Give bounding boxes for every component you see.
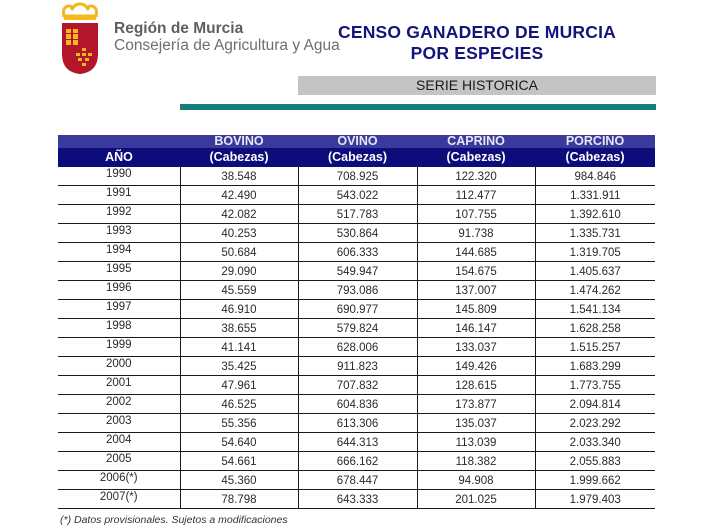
org-name: Región de Murcia [114,20,244,37]
year-cell: 2007(*) [58,490,180,509]
caprino-cell: 135.037 [417,414,535,433]
year-cell: 1991 [58,186,180,205]
porcino-cell: 2.094.814 [535,395,655,414]
table-row [58,395,655,414]
bovino-cell: 50.684 [180,243,298,262]
bovino-cell: 47.961 [180,376,298,395]
ovino-cell: 690.977 [298,300,417,319]
subtitle-band: SERIE HISTORICA [298,76,656,95]
table-row [58,433,655,452]
porcino-cell: 2.033.340 [535,433,655,452]
year-cell: 1996 [58,281,180,300]
table-row [58,319,655,338]
ovino-cell: 579.824 [298,319,417,338]
year-cell: 2003 [58,414,180,433]
year-cell: 2000 [58,357,180,376]
unit-header: AÑO [58,148,180,167]
species-header-row [58,135,655,148]
table-row [58,471,655,490]
porcino-cell: 1.773.755 [535,376,655,395]
caprino-cell: 118.382 [417,452,535,471]
year-cell: 2001 [58,376,180,395]
ovino-cell: 708.925 [298,167,417,186]
species-header: PORCINO [535,135,655,148]
caprino-cell: 113.039 [417,433,535,452]
species-header: BOVINO [180,135,298,148]
year-cell: 1998 [58,319,180,338]
porcino-cell: 1.392.610 [535,205,655,224]
bovino-cell: 55.356 [180,414,298,433]
caprino-cell: 145.809 [417,300,535,319]
bovino-cell: 42.490 [180,186,298,205]
ovino-cell: 543.022 [298,186,417,205]
bovino-cell: 54.640 [180,433,298,452]
ovino-cell: 678.447 [298,471,417,490]
page-title [298,22,656,64]
bovino-cell: 54.661 [180,452,298,471]
porcino-cell: 1.515.257 [535,338,655,357]
ovino-cell: 643.333 [298,490,417,509]
unit-header-row [58,148,655,167]
census-table [58,135,655,509]
crown-icon [64,4,97,20]
year-cell: 1994 [58,243,180,262]
species-header [58,135,180,148]
caprino-cell: 149.426 [417,357,535,376]
year-cell: 2005 [58,452,180,471]
caprino-cell: 133.037 [417,338,535,357]
year-cell: 1995 [58,262,180,281]
caprino-cell: 107.755 [417,205,535,224]
year-cell: 1992 [58,205,180,224]
table-row [58,186,655,205]
year-cell: 2004 [58,433,180,452]
unit-header: (Cabezas) [417,148,535,167]
porcino-cell: 2.023.292 [535,414,655,433]
bovino-cell: 46.525 [180,395,298,414]
porcino-cell: 1.331.911 [535,186,655,205]
table-row [58,300,655,319]
bovino-cell: 45.360 [180,471,298,490]
ovino-cell: 707.832 [298,376,417,395]
table-row [58,205,655,224]
porcino-cell: 1.405.637 [535,262,655,281]
table-row [58,338,655,357]
table-row [58,490,655,509]
org-department: Consejería de Agricultura y Agua [114,37,340,54]
table-row [58,281,655,300]
bovino-cell: 41.141 [180,338,298,357]
caprino-cell: 144.685 [417,243,535,262]
year-cell: 1990 [58,167,180,186]
caprino-cell: 146.147 [417,319,535,338]
species-header: CAPRINO [417,135,535,148]
bovino-cell: 38.655 [180,319,298,338]
ovino-cell: 604.836 [298,395,417,414]
ovino-cell: 911.823 [298,357,417,376]
caprino-cell: 122.320 [417,167,535,186]
title-line-2: POR ESPECIES [410,43,544,63]
bovino-cell: 46.910 [180,300,298,319]
title-line-1: CENSO GANADERO DE MURCIA [337,22,616,42]
porcino-cell: 1.979.403 [535,490,655,509]
year-cell: 1997 [58,300,180,319]
year-cell: 2002 [58,395,180,414]
ovino-cell: 644.313 [298,433,417,452]
year-cell: 2006(*) [58,471,180,490]
caprino-cell: 128.615 [417,376,535,395]
porcino-cell: 984.846 [535,167,655,186]
ovino-cell: 517.783 [298,205,417,224]
caprino-cell: 201.025 [417,490,535,509]
table-row [58,224,655,243]
divider-bar [180,104,656,110]
coat-of-arms-logo [58,2,102,76]
year-cell: 1999 [58,338,180,357]
year-cell: 1993 [58,224,180,243]
caprino-cell: 173.877 [417,395,535,414]
species-header: OVINO [298,135,417,148]
bovino-cell: 78.798 [180,490,298,509]
ovino-cell: 628.006 [298,338,417,357]
bovino-cell: 40.253 [180,224,298,243]
caprino-cell: 91.738 [417,224,535,243]
bovino-cell: 38.548 [180,167,298,186]
table-body [58,167,655,509]
porcino-cell: 1.999.662 [535,471,655,490]
porcino-cell: 2.055.883 [535,452,655,471]
ovino-cell: 666.162 [298,452,417,471]
ovino-cell: 613.306 [298,414,417,433]
caprino-cell: 137.007 [417,281,535,300]
porcino-cell: 1.683.299 [535,357,655,376]
unit-header: (Cabezas) [298,148,417,167]
table-row [58,414,655,433]
table-row [58,452,655,471]
porcino-cell: 1.335.731 [535,224,655,243]
bovino-cell: 35.425 [180,357,298,376]
porcino-cell: 1.474.262 [535,281,655,300]
caprino-cell: 94.908 [417,471,535,490]
porcino-cell: 1.319.705 [535,243,655,262]
ovino-cell: 793.086 [298,281,417,300]
bovino-cell: 29.090 [180,262,298,281]
bovino-cell: 45.559 [180,281,298,300]
caprino-cell: 112.477 [417,186,535,205]
table-row [58,357,655,376]
table-row [58,243,655,262]
ovino-cell: 549.947 [298,262,417,281]
ovino-cell: 606.333 [298,243,417,262]
caprino-cell: 154.675 [417,262,535,281]
ovino-cell: 530.864 [298,224,417,243]
unit-header: (Cabezas) [535,148,655,167]
porcino-cell: 1.628.258 [535,319,655,338]
porcino-cell: 1.541.134 [535,300,655,319]
bovino-cell: 42.082 [180,205,298,224]
unit-header: (Cabezas) [180,148,298,167]
table-row [58,262,655,281]
table-row [58,376,655,395]
table-row [58,167,655,186]
footnote: (*) Datos provisionales. Sujetos a modificaciones [60,514,288,526]
